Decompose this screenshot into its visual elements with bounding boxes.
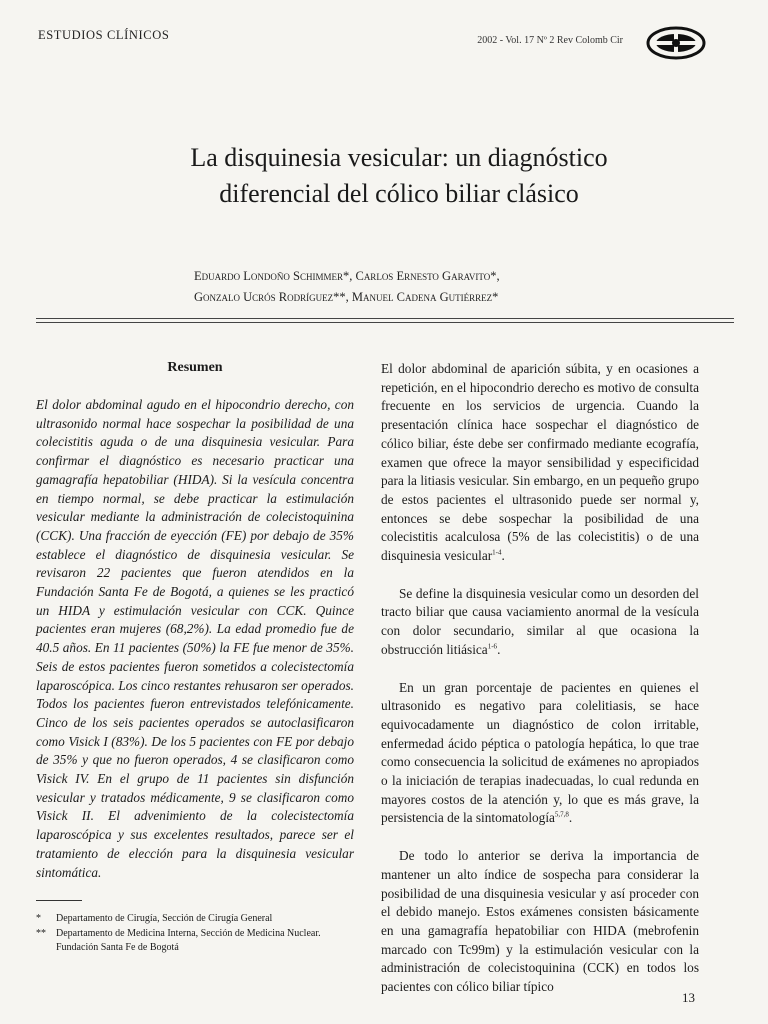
- sentence-end: .: [501, 548, 505, 564]
- author-list: [194, 266, 500, 308]
- body-paragraph-4: De todo lo anterior se deriva la importancia de mantener un alto índice de sospecha para considerar la posibilidad de una disquinesia vesicular y así proceder con el debido manejo. Estos exámenes consisten básicamente en una gamagrafía hepatobiliar con HIDA (mebrofenin marcado con Tc99m) y la estimulación vesicular con la administración de colecistoquinina (CCK) en todos los pacientes con cólico biliar típico: [381, 848, 699, 995]
- header-divider-secondary: [36, 322, 734, 323]
- abstract-column: [36, 360, 354, 882]
- article-title-line-2: diferencial del cólico biliar clásico: [219, 179, 579, 208]
- footnote-mark: **: [36, 927, 46, 939]
- author-line-1: Eduardo Londoño Schimmer*, Carlos Ernesto Garavito*,: [194, 269, 500, 283]
- footnote-item: [36, 912, 354, 927]
- body-paragraph-2-text: Se define la disquinesia vesicular como un desorden del tracto biliar que causa vaciamiento anormal de la vesícula con dolor secundario, similar al que ocasiona la obstrucción litiásica: [381, 585, 699, 657]
- body-paragraph-2: [381, 585, 699, 660]
- article-title-line-1: La disquinesia vesicular: un diagnóstico: [190, 143, 608, 172]
- citation-ref: 5,7,8: [554, 811, 569, 820]
- body-paragraph-1-text: El dolor abdominal de aparición súbita, y en ocasiones a repetición, en el hipocondrio derecho es motivo de consulta frecuente en los servicios de urgencia. Cuando la presentación clínica hace sospechar el diagnóstico de cólico biliar, éste debe ser confirmado mediante ecografía, examen que ofrece la mayor sensibilidad y especificidad para la litiasis vesicular. Sin embargo, en un pequeño grupo de estos pacientes el ultrasonido puede ser normal y, entonces se debe sospechar la posibilidad de una colecistitis acalculosa (5% de las colecistitis) o de una disquinesia vesicular: [381, 361, 699, 564]
- journal-section-label: ESTUDIOS CLÍNICOS: [38, 28, 170, 42]
- body-paragraph-1: [381, 360, 699, 566]
- footnote-text: Departamento de Cirugía, Sección de Cirugía General: [56, 913, 273, 924]
- footnote-divider: [36, 900, 82, 901]
- journal-citation: 2002 - Vol. 17 Nº 2 Rev Colomb Cir: [477, 35, 623, 46]
- header-divider: [36, 318, 734, 319]
- journal-seal-icon: [646, 26, 706, 60]
- citation-ref: 1-4: [492, 548, 502, 557]
- body-column: [381, 360, 699, 997]
- article-title: [0, 140, 768, 212]
- footnote-text: Departamento de Medicina Interna, Sección de Medicina Nuclear. Fundación Santa Fe de Bogotá: [56, 927, 321, 953]
- footnote-mark: *: [36, 913, 41, 924]
- page-number: 13: [682, 990, 695, 1005]
- footnote-item: [36, 927, 354, 956]
- sentence-end: .: [497, 641, 501, 657]
- author-line-2: Gonzalo Ucrós Rodríguez**, Manuel Cadena Gutiérrez*: [194, 290, 499, 304]
- citation-ref: 1-6: [487, 642, 498, 651]
- abstract-text: El dolor abdominal agudo en el hipocondrio derecho, con ultrasonido normal hace sospechar la posibilidad de una colecistitis aguda o de una disquinesia vesicular. Para confirmar el diagnóstico es necesario practicar una gamagrafía hepatobiliar (HIDA). Si la vesícula concentra en tiempo normal, se debe practicar la estimulación vesicular mediante la administración de colecistoquinina (CCK). Una fracción de eyección (FE) por debajo de 35% establece el diagnóstico de disquinesia vesicular. Se revisaron 22 pacientes que fueron atendidos en la Fundación Santa Fe de Bogotá, a quienes se les practicó un HIDA y estimulación vesicular con CCK. Quince pacientes eran mujeres (68,2%). La edad promedio fue de 40.5 años. En 11 pacientes (50%) la FE fue menor de 35%. Seis de estos pacientes fueron sometidos a colecistectomía laparoscópica. Los cinco restantes rehusaron ser operados. Todos los pacientes fueron entrevistados telefónicamente. Cinco de los seis pacientes operados se autoclasificaron como Visick I (83%). De los 5 pacientes con FE por debajo de 35% y que no fueron operados, 4 se clasificaron como Visick IV. En el grupo de 11 pacientes sin disfunción vesicular y tratados médicamente, 9 se clasificaron como Visick II. El advenimiento de la colecistectomía laparoscópica y sus excelentes resultados, parece ser el tratamiento de elección para la disquinesia vesicular sintomática.: [36, 397, 354, 880]
- footnotes: [36, 912, 354, 956]
- abstract-heading: Resumen: [167, 360, 223, 375]
- body-paragraph-3: [381, 679, 699, 829]
- sentence-end: .: [568, 810, 573, 826]
- body-paragraph-3-text: En un gran porcentaje de pacientes en quienes el ultrasonido es negativo para colelitiasis, se hace equivocadamente un diagnóstico de colon irritable, enfermedad ácido péptica o patología hepática, lo que trae como consecuencia la solicitud de exámenes no apropiados o la iniciación de terapias inadecuadas, lo cual redunda en mayores costos de la atención y, lo que es más grave, la persistencia de la sintomatología: [381, 679, 699, 826]
